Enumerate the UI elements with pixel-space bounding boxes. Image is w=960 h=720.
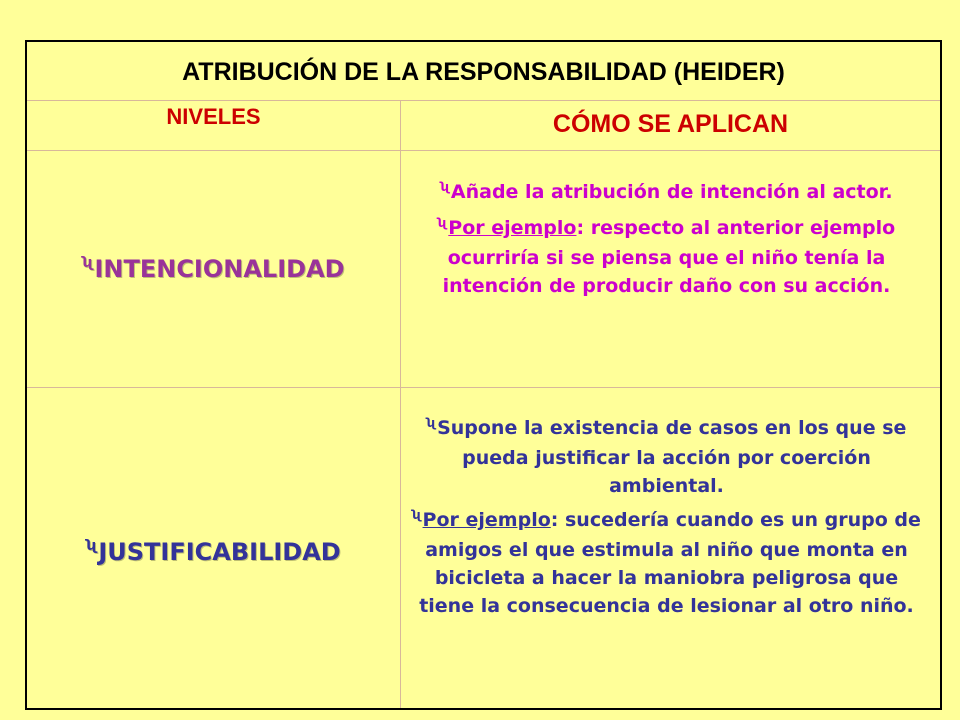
example-paragraph bbox=[407, 214, 926, 300]
bullet-icon: ʯ bbox=[82, 254, 94, 271]
bullet-icon: ʯ bbox=[412, 508, 422, 522]
example-prefix: Por ejemplo bbox=[448, 217, 577, 239]
description-paragraph bbox=[407, 414, 926, 500]
table-row-justificabilidad bbox=[27, 388, 940, 708]
description-paragraph bbox=[407, 178, 926, 208]
level-intencionalidad bbox=[27, 150, 400, 387]
level-label: INTENCIONALIDAD bbox=[94, 254, 345, 283]
description-text: Añade la atribución de intención al actor. bbox=[450, 181, 893, 203]
bullet-icon: ʯ bbox=[86, 538, 98, 554]
header-niveles: NIVELES bbox=[166, 104, 261, 129]
attribution-table bbox=[25, 40, 942, 710]
table-title: ATRIBUCIÓN DE LA RESPONSABILIDAD (HEIDER) bbox=[182, 57, 785, 86]
bullet-icon: ʯ bbox=[426, 416, 437, 430]
description-text: Supone la existencia de casos en los que se pueda justificar la acción por coerción ambiental. bbox=[437, 417, 907, 497]
example-text: : respecto al anterior ejemplo ocurriría si se piensa que el niño tenía la intención de producir daño con su acción. bbox=[442, 217, 896, 297]
description-justificabilidad bbox=[407, 414, 926, 626]
description-intencionalidad bbox=[407, 178, 926, 306]
header-como-se-aplican: CÓMO SE APLICAN bbox=[552, 110, 789, 138]
example-prefix: Por ejemplo bbox=[422, 509, 551, 531]
level-label: JUSTIFICABILIDAD bbox=[98, 538, 341, 566]
bullet-icon: ʯ bbox=[437, 216, 448, 230]
example-text: : sucedería cuando es un grupo de amigos el que estimula al niño que monta en bicicleta a hacer la maniobra peligrosa que tiene la consecuencia de lesionar al otro niño. bbox=[419, 509, 921, 617]
header-row bbox=[27, 100, 940, 151]
title-row bbox=[27, 42, 940, 101]
table-row-intencionalidad bbox=[27, 150, 940, 388]
level-justificabilidad bbox=[27, 388, 400, 708]
example-paragraph bbox=[407, 506, 926, 620]
bullet-icon: ʯ bbox=[440, 180, 450, 194]
